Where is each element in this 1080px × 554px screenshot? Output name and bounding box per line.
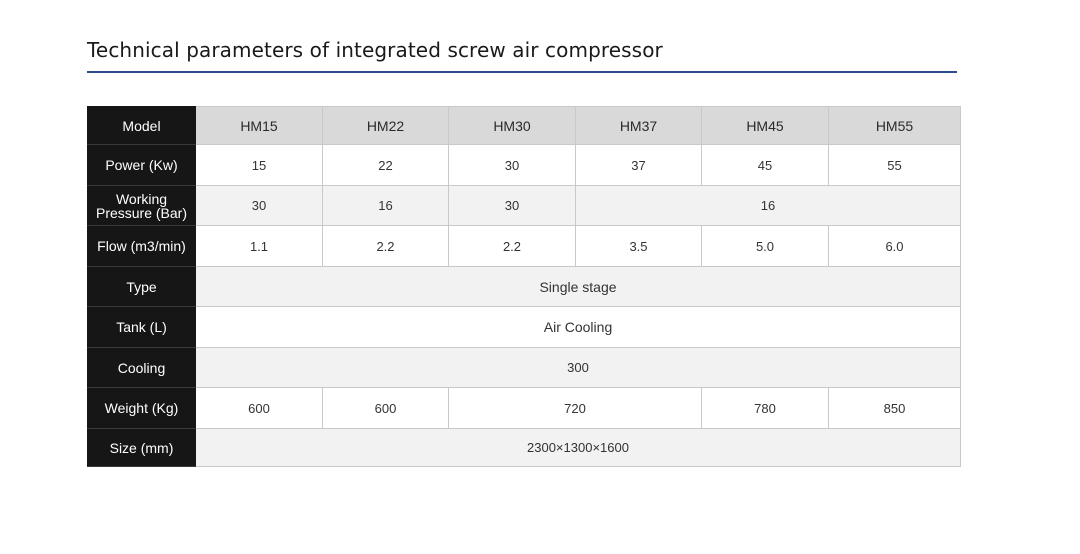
type-value: Single stage [196,267,961,307]
model-cell: HM37 [576,107,702,145]
row-label-flow: Flow (m3/min) [88,226,196,267]
table-row-pressure [88,186,961,226]
flow-cell: 2.2 [449,226,576,267]
flow-cell: 6.0 [829,226,961,267]
pressure-cell: 16 [576,186,961,226]
table-row-tank [88,307,961,348]
spec-table [87,106,961,467]
model-cell: HM45 [702,107,829,145]
power-cell: 30 [449,145,576,186]
row-label-power: Power (Kw) [88,145,196,186]
power-cell: 55 [829,145,961,186]
model-cell: HM22 [323,107,449,145]
weight-cell: 720 [449,388,702,429]
table-row-type [88,267,961,307]
table-row-model [88,107,961,145]
weight-cell: 850 [829,388,961,429]
row-label-weight: Weight (Kg) [88,388,196,429]
row-label-model: Model [88,107,196,145]
pressure-cell: 16 [323,186,449,226]
weight-cell: 600 [196,388,323,429]
weight-cell: 600 [323,388,449,429]
model-cell: HM30 [449,107,576,145]
model-cell: HM15 [196,107,323,145]
table-row-power [88,145,961,186]
tank-value: Air Cooling [196,307,961,348]
table-row-size [88,429,961,467]
cooling-value: 300 [196,348,961,388]
row-label-pressure-line2: Pressure (Bar) [95,204,188,221]
size-value: 2300×1300×1600 [196,429,961,467]
flow-cell: 3.5 [576,226,702,267]
table-row-flow [88,226,961,267]
page-title: Technical parameters of integrated screw air compressor [87,38,663,62]
pressure-cell: 30 [196,186,323,226]
table-row-cooling [88,348,961,388]
flow-cell: 5.0 [702,226,829,267]
row-label-size: Size (mm) [88,429,196,467]
model-cell: HM55 [829,107,961,145]
power-cell: 22 [323,145,449,186]
title-underline [87,71,957,73]
flow-cell: 2.2 [323,226,449,267]
pressure-cell: 30 [449,186,576,226]
row-label-tank: Tank (L) [88,307,196,348]
flow-cell: 1.1 [196,226,323,267]
power-cell: 45 [702,145,829,186]
row-label-pressure [88,186,196,226]
power-cell: 15 [196,145,323,186]
row-label-pressure-line1: Working [115,190,168,207]
weight-cell: 780 [702,388,829,429]
row-label-type: Type [88,267,196,307]
power-cell: 37 [576,145,702,186]
table-row-weight [88,388,961,429]
row-label-cooling: Cooling [88,348,196,388]
